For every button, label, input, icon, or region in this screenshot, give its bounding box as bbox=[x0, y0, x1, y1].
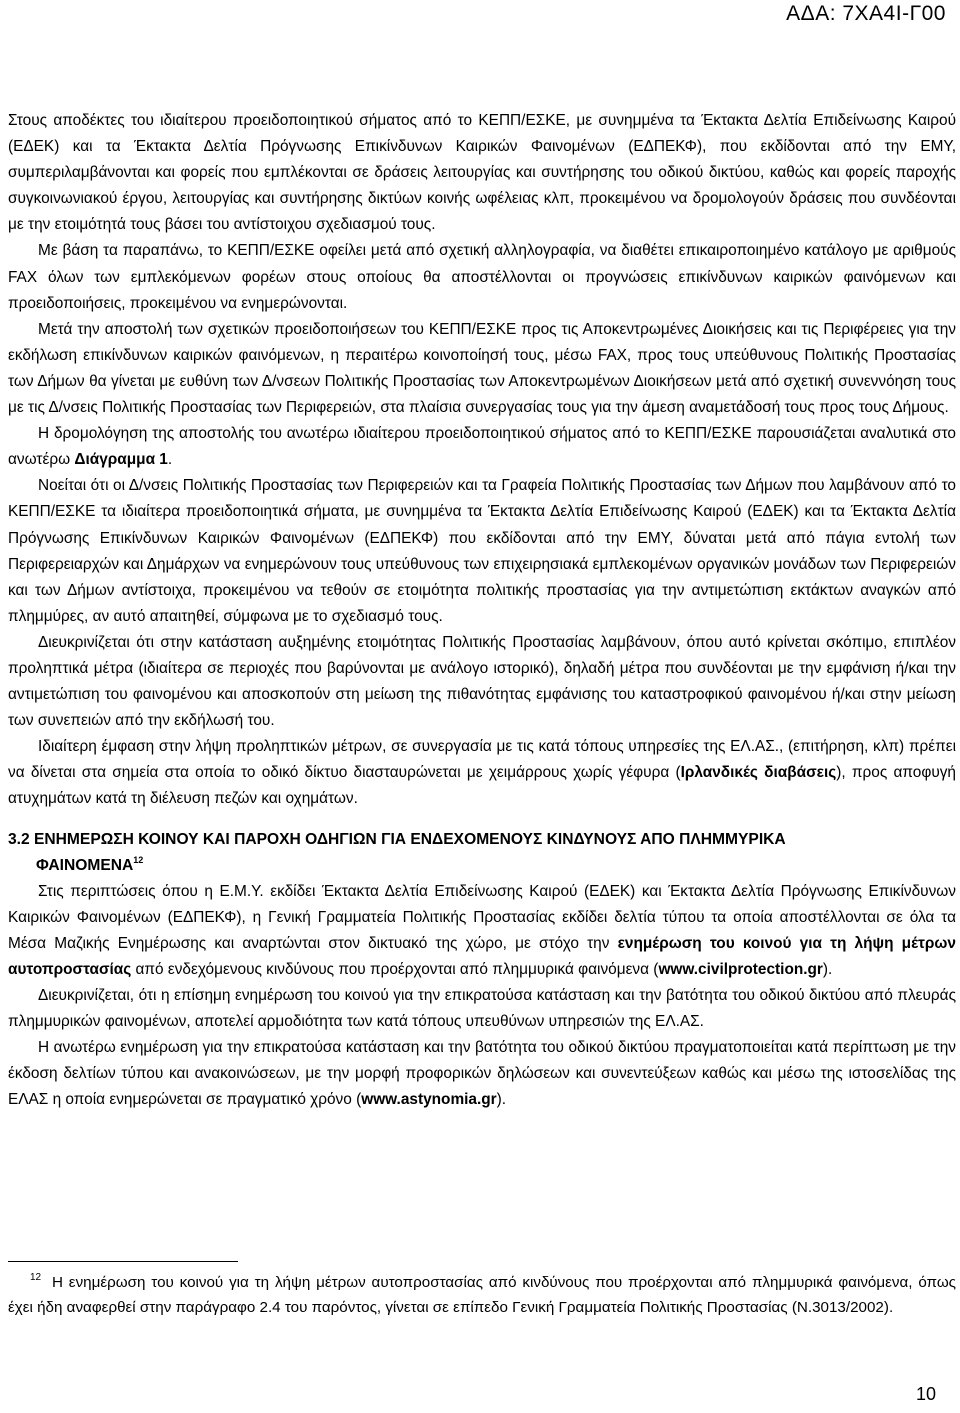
section-heading bbox=[8, 827, 956, 879]
public-info-emphasis: ενημέρωση του κοινού για τη λήψη μέτρων αυτοπροστασίας bbox=[8, 934, 956, 978]
footnote-text: Η ενημέρωση του κοινού για τη λήψη μέτρων αυτοπροστασίας από κινδύνους που προέρχονται από πλημμυρικά φαινόμενα, όπως έχει ήδη αναφερθεί στην παράγραφο 2.4 του παρόντος, γίνεται σε επίπεδο Γενική Γραμματεία Πολιτικής Προστασίας (Ν.3013/2002). bbox=[8, 1274, 956, 1317]
footnote-separator bbox=[8, 1261, 238, 1262]
press-text: Στις περιπτώσεις όπου η Ε.Μ.Υ. εκδίδει Έκτακτα Δελτία Επιδείνωσης Καιρού (ΕΔΕΚ) και Έκτακτα Δελτία Πρόγνωσης Επικίνδυνων Καιρικών Φαινομένων (ΕΔΠΕΚΦ), η Γενική Γραμματεία Πολιτικής Προστασίας εκδίδει δελτία τύπου τα οποία αποστέλλονται σε όλα τα Μέσα Μαζικής Ενημέρωσης και αναρτώνται στον δικτυακό της χώρο, με στόχο την bbox=[8, 882, 956, 952]
irish-crossings-term: Ιρλανδικές διαβάσεις bbox=[680, 764, 837, 782]
press-end: ). bbox=[822, 960, 833, 978]
document-body bbox=[8, 108, 956, 1113]
paragraph-press-releases bbox=[8, 879, 956, 983]
page-number: 10 bbox=[915, 1384, 936, 1404]
routing-end: . bbox=[167, 451, 173, 469]
paragraph-recipients: Στους αποδέκτες του ιδιαίτερου προειδοποιητικού σήματος από το ΚΕΠΠ/ΕΣΚΕ, με συνημμένα τα Έκτακτα Δελτία Επιδείνωσης Καιρού (ΕΔΕΚ) και τα Έκτακτα Δελτία Πρόγνωσης Επικίνδυνων Καιρικών Φαινομένων (ΕΔΠΕΚΦ), που εκδίδονται από την ΕΜΥ, συμπεριλαμβάνονται και φορείς που εμπλέκονται σε δράσεις λειτουργίας και συντήρησης του οδικού δικτύου, καθώς και φορείς παροχής συγκοινωνιακού έργου, λειτουργίας και συντήρησης δικτύων κοινής ωφέλειας κλπ, προκειμένου να δρομολογούν δράσεις που συνδέονται με την ετοιμότητά τους βάσει του αντίστοιχου σχεδιασμού τους. bbox=[8, 112, 956, 234]
updates-text: Η ανωτέρω ενημέρωση για την επικρατούσα κατάσταση και την βατότητα του οδικού δικτύου πραγματοποιείται κατά περίπτωση με την έκδοση δελτίων τύπου και ανακοινώσεων, με την μορφή προφορικών δηλώσεων και συνεντεύξεων καθώς και μέσω της ιστοσελίδας της ΕΛΑΣ η οποία ενημερώνεται σε πραγματικό χρόνο ( bbox=[8, 1039, 956, 1109]
document-code-header: ΑΔΑ: 7ΧΑ4Ι-Γ00 bbox=[786, 2, 946, 25]
paragraph-forwarding: Μετά την αποστολή των σχετικών προειδοποιήσεων του ΚΕΠΠ/ΕΣΚΕ προς τις Αποκεντρωμένες Διοικήσεις και τις Περιφέρειες για την εκδήλωση επικίνδυνων καιρικών φαινόμενων, η περαιτέρω κοινοποίησή τους, μέσω FAX, προς τους υπεύθυνους Πολιτικής Προστασίας των Δήμων θα γίνεται με ευθύνη των Δ/νσεων Πολιτικής Προστασίας των Αποκεντρωμένων Διοικήσεων μετά από σχετική συνεννόηση τους με τις Δ/νσεις Πολιτικής Προστασίας των Περιφερειών, στα πλαίσια συνεργασίας τους για την άμεση αναμετάδοσή τους προς τους Δήμους. bbox=[8, 320, 956, 417]
updates-end: ). bbox=[496, 1091, 507, 1109]
paragraph-regional-units: Νοείται ότι οι Δ/νσεις Πολιτικής Προστασίας των Περιφερειών και τα Γραφεία Πολιτικής Προστασίας των Δήμων που λαμβάνουν από το ΚΕΠΠ/ΕΣΚΕ τα ιδιαίτερα προειδοποιητικά σήματα, με συνημμένα τα Έκτακτα Δελτία Επιδείνωσης Καιρού (ΕΔΕΚ) και τα Έκτακτα Δελτία Πρόγνωσης Επικίνδυνων Καιρικών Φαινομένων (ΕΔΠΕΚΦ) που εκδίδονται από την ΕΜΥ, δύναται μετά από πάγια εντολή των Περιφερειαρχών και Δημάρχων να ενημερώνουν τους υπεύθυνους των επιχειρησιακά εμπλεκομένων οργανικών μονάδων των Περιφερειών και των Δήμων αντίστοιχα, προκειμένου να τεθούν σε ετοιμότητα πολιτικής προστασίας για την αντιμετώπιση εκτάκτων αναγκών από πλημμύρες, αν αυτό απαιτηθεί, σύμφωνα με το σχεδιασμό τους. bbox=[8, 477, 956, 625]
paragraph-police-updates bbox=[8, 1035, 956, 1113]
civilprotection-link[interactable]: www.civilprotection.gr bbox=[658, 960, 823, 978]
paragraph-preventive-measures: Διευκρινίζεται ότι στην κατάσταση αυξημένης ετοιμότητας Πολιτικής Προστασίας λαμβάνουν, όπου αυτό κρίνεται σκόπιμο, επιπλέον προληπτικά μέτρα (ιδιαίτερα σε περιοχές που βαρύνονται με ανάλογο ιστορικό), δηλαδή μέτρα που συνδέονται με την εμφάνιση ή/και την αντιμετώπιση του φαινομένου και αποσκοπούν στη μείωση της πιθανότητας εμφάνισης του καταστροφικού φαινομένου ή/και στην μείωση των συνεπειών από την εκδήλωσή του. bbox=[8, 633, 956, 730]
astynomia-link[interactable]: www.astynomia.gr bbox=[361, 1091, 497, 1109]
section-heading-line2: ΦΑΙΝΟΜΕΝΑ bbox=[36, 856, 134, 874]
section-heading-line1: 3.2 ΕΝΗΜΕΡΩΣΗ ΚΟΙΝΟΥ ΚΑΙ ΠΑΡΟΧΗ ΟΔΗΓΙΩΝ ΓΙΑ ΕΝΔΕΧΟΜΕΝΟΥΣ ΚΙΝΔΥΝΟΥΣ ΑΠΟ ΠΛΗΜΜΥΡΙΚΑ bbox=[8, 830, 786, 848]
paragraph-fax-list: Με βάση τα παραπάνω, το ΚΕΠΠ/ΕΣΚΕ οφείλει μετά από σχετική αλληλογραφία, να διαθέτει επικαιροποιημένο κατάλογο με αριθμούς FAX όλων των εμπλεκόμενων φορέων στους οποίους θα αποστέλλονται οι προγνώσεις επικίνδυνων καιρικών φαινόμενων και προειδοποιήσεις, προκειμένου να ενημερώνονται. bbox=[8, 242, 956, 312]
paragraph-police-responsibility: Διευκρινίζεται, ότι η επίσημη ενημέρωση του κοινού για την επικρατούσα κατάσταση και την βατότητα του οδικού δικτύου από πλευράς πλημμυρικών φαινομένων, αποτελεί αρμοδιότητα των κατά τόπους υπευθύνων υπηρεσιών της ΕΛ.ΑΣ. bbox=[8, 986, 956, 1030]
paragraph-irish-crossings bbox=[8, 734, 956, 812]
press-mid: από ενδεχόμενους κινδύνους που προέρχονται από πλημμυρικά φαινόμενα ( bbox=[131, 960, 659, 978]
routing-text: Η δρομολόγηση της αποστολής του ανωτέρω ιδιαίτερου προειδοποιητικού σήματος από το ΚΕΠΠ/ΕΣΚΕ παρουσιάζεται αναλυτικά στο ανωτέρω bbox=[8, 425, 956, 469]
crossings-end: ), προς αποφυγή ατυχημάτων κατά τη διέλευση πεζών και οχημάτων. bbox=[8, 764, 956, 808]
paragraph-routing bbox=[8, 421, 956, 473]
diagram-reference: Διάγραμμα 1 bbox=[74, 451, 168, 469]
crossings-text: Ιδιαίτερη έμφαση στην λήψη προληπτικών μέτρων, σε συνεργασία με τις κατά τόπους υπηρεσίες της ΕΛ.ΑΣ., (επιτήρηση, κλπ) πρέπει να δίνεται στα σημεία στα οποία το οδικό δίκτυο διασταυρώνεται με χειμάρρους χωρίς γέφυρα ( bbox=[8, 738, 956, 782]
footnote: 12 Η ενημέρωση του κοινού για τη λήψη μέτρων αυτοπροστασίας από κινδύνους που προέρχονται από πλημμυρικά φαινόμενα, όπως έχει ήδη αναφερθεί στην παράγραφο 2.4 του παρόντος, γίνεται σε επίπεδο Γενική Γραμματεία Πολιτικής Προστασίας (Ν.3013/2002). bbox=[8, 1272, 956, 1317]
footnote-reference[interactable]: 12 bbox=[133, 854, 144, 865]
